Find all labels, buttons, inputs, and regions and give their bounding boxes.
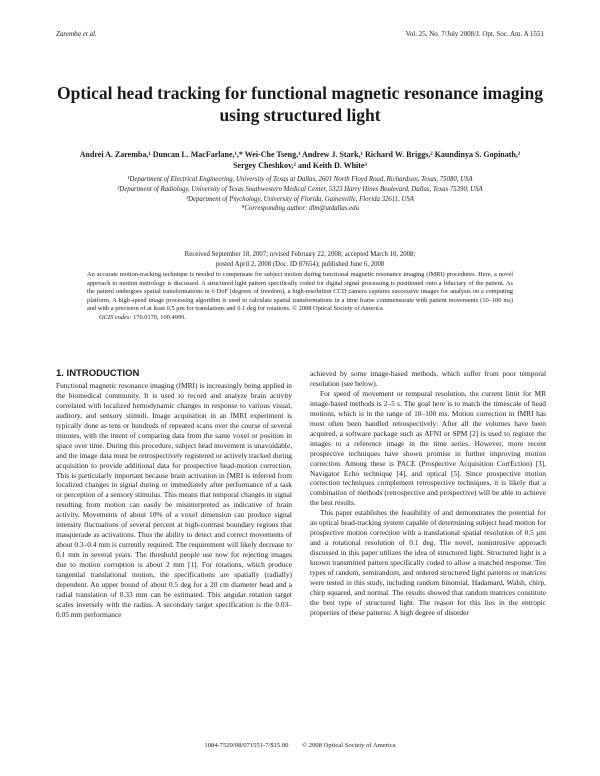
- affiliation-3: ³Department of Psychology, University of Florida, Gainesville, Florida 32611, USA: [186, 195, 414, 203]
- publication-dates: [80, 250, 520, 269]
- section-heading: 1. INTRODUCTION: [56, 368, 140, 379]
- abstract: [87, 271, 513, 323]
- ocis-values: 170.0170, 100.4999.: [133, 313, 186, 321]
- dates-line-1: Received September 18, 2007; revised February 22, 2008; accepted March 10, 2008;: [184, 251, 416, 258]
- abstract-text: An accurate motion-tracking technique is needed to compensate for subject motion during functional magnetic resonance imaging (fMRI) procedures. Here, a novel approach to motion metrology is discussed. A structured light pattern specifically coded for digital signal processing is positioned onto a fiduciary of the patient. As the patient undergoes spatial transformations in 6 DoF (degrees of freedom), a high-resolution CCD camera captures successive images for analysis on a computing platform. A high-speed image processing algorithm is used to calculate spatial transformations in a time frame commensurate with patient movements (10–100 ms) and with a precision of at least 0.5 μm for translations and 0.1 deg for rotations. © 2008 Optical Society of America: [87, 271, 513, 313]
- ocis-label: OCIS codes:: [99, 313, 132, 321]
- right-paragraph-1: achieved by some image-based methods, which suffer from poor temporal resolution (see below).: [310, 369, 546, 388]
- author-list: Andrei A. Zaremba,¹ Duncan L. MacFarlane,¹,* Wei-Che Tseng,¹ Andrew J. Stark,¹ Richard W. Briggs,² Kaundinya S. Gopinath,² Sergey Cheshkov,² and Keith D. White³: [79, 150, 521, 170]
- footer-copyright: © 2008 Optical Society of America: [302, 742, 396, 749]
- affiliations: [80, 175, 520, 214]
- dates-line-2: posted April 2, 2008 (Doc. ID 87654); published June 6, 2008: [215, 260, 385, 268]
- left-column: [56, 369, 292, 620]
- affiliation-1: ¹Department of Electrical Engineering, University of Texas at Dallas, 2601 North Floyd Road, Richardson, Texas, 75080, USA: [127, 176, 473, 183]
- left-paragraph-1: Functional magnetic resonance imaging (fMRI) is increasingly being applied in the biomedical community. It is used to record and analyze brain activity correlated with localized hemodynamic changes in response to various visual, auditory, and sensory stimuli. Image acquisition in an fMRI experiment is typically done as tens or hundreds of repeated scans over the course of several minutes, with the intent of comparing data from the same voxel or position in space over time. During this procedure, subject head movement is unavoidable, and the image data must be retrospectively registered or actively tracked during acquisition to provide additional data for prospective head-motion correction. This is particularly important because brain activation in fMRI is inferred from localized changes in signal during or immediately after performance of a task or perception of a sensory stimulus. This means that temporal changes in signal resulting from motion can easily be misinterpreted as indicative of brain activity. Movements of about 10% of a voxel dimension can produce signal intensity fluctuations of several percent at high-contrast boundary regions that masquerade as activations. Thus the ability to detect and correct movements of about 0.3–0.4 mm is currently required. The requirement will likely decrease to 0.1 mm in several years. The threshold people use now for rejecting images due to motion corruption is about 2 mm [1]. For rotations, which produce tangential translational motion, the specifications are spatially (radially) dependent. An upper bound of about 0.5 deg for a 20 cm diameter head and a radial translation of 0.33 mm can be estimated. This angular rotation target scales inversely with the radius. A secondary target specification is the 0.03–0.05 mm performance: [56, 380, 292, 619]
- page-footer: [0, 742, 600, 749]
- affiliation-2: ²Department of Radiology, University of Texas Southwestern Medical Center, 5323 Harry Hines Boulevard, Dallas, Texas 75390, USA: [117, 185, 483, 193]
- paper-title: Optical head tracking for functional magnetic resonance imaging using structured light: [57, 83, 543, 125]
- right-paragraph-2: For speed of movement or temporal resolution, the current limit for MR image-based methods is 2–5 s. The goal here is to match the timescale of head motions, which is in the range of 10–100 ms. Motion correction in fMRI has most often been handled retrospectively: After all the volumes have been acquired, a software package such as AFNI or SPM [2] is used to register the images to a reference image in the time series. However, more recent prospective techniques have shown promise in further improving motion correction. Among these is PACE (Prospective Acquisition CorrEction) [3], Navigator Echo technique [4], and optical [5]. Since prospective motion correction techniques complement retrospective techniques, it is likely that a combination of methods (retrospective and prospective) will be able to achieve the best results.: [310, 388, 546, 508]
- running-head-journal: Vol. 25, No. 7/July 2008/J. Opt. Soc. Am. A 1551: [405, 30, 544, 38]
- right-column: [310, 369, 546, 618]
- running-head-authors: Zaremba et al.: [56, 30, 97, 38]
- ocis-codes: [99, 314, 513, 323]
- right-paragraph-3: This paper establishes the feasibility of and demonstrates the potential for an optical head-tracking system capable of determining subject head motion for prospective motion correction with a translational spatial resolution of 0.5 μm and a rotational resolution of 0.1 deg. The novel, nonintrusive approach discussed in this paper utilizes the idea of structured light. Structured light is a known transmitted pattern specifically coded to allow a matched response. Ten types of random, semirandom, and ordered structured light patterns or matrices were tested in this study, including random binomial, Hadamard, Walsh, chirp, chirp squared, and normal. The results showed that random matrices constitute the best type of structured light. The reason for this lies in the entropic properties of these patterns: A high degree of disorder: [310, 508, 546, 617]
- corresponding-author: *Corresponding author: dlm@utdallas.edu: [241, 205, 359, 213]
- footer-issn: 1084-7529/08/071551-7/$15.00: [204, 742, 289, 749]
